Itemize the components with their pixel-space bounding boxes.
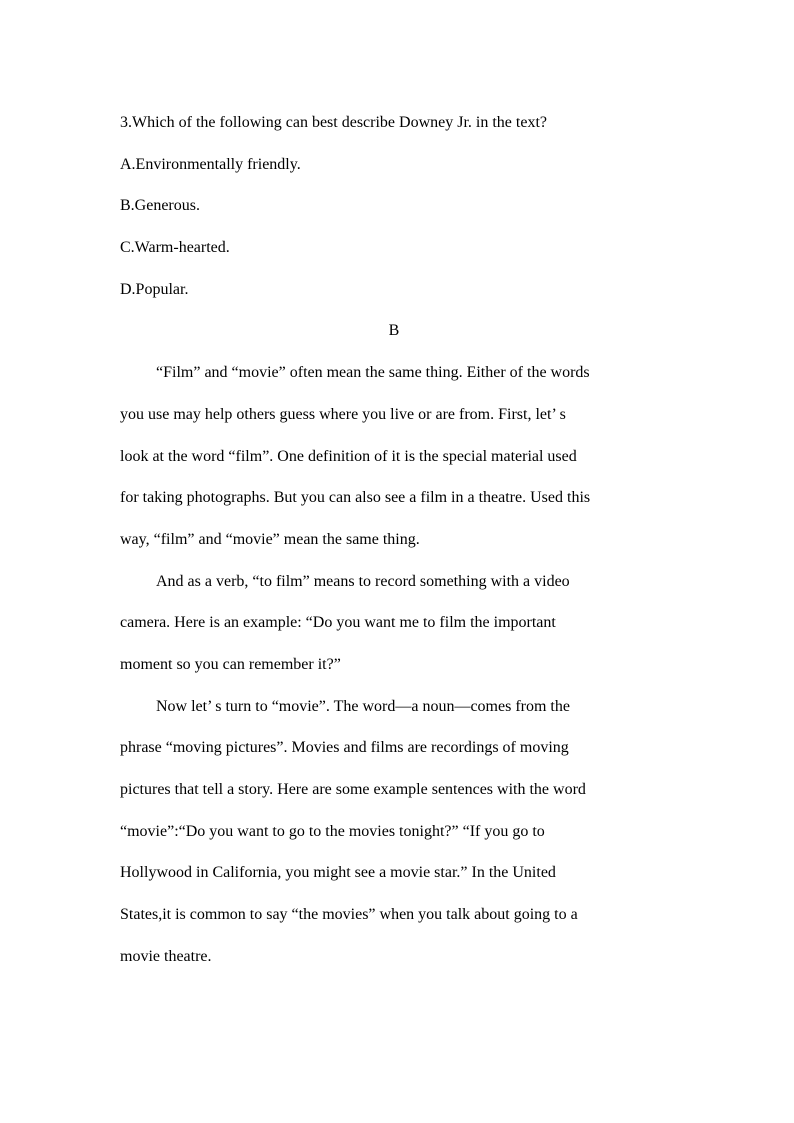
option-d: D.Popular. [120, 280, 189, 298]
passage-line: moment so you can remember it?” [120, 655, 341, 673]
passage-line: “Film” and “movie” often mean the same thing. Either of the words [156, 364, 590, 382]
section-heading: B [388, 322, 400, 340]
passage-line: camera. Here is an example: “Do you want me to film the important [120, 614, 556, 632]
passage-line: And as a verb, “to film” means to record something with a video [156, 572, 570, 590]
passage-line: States,it is common to say “the movies” when you talk about going to a [120, 906, 578, 924]
document-page [120, 102, 668, 977]
passage-line: phrase “moving pictures”. Movies and films are recordings of moving [120, 739, 569, 757]
passage-line: movie theatre. [120, 947, 212, 965]
passage-line: “movie”:“Do you want to go to the movies tonight?” “If you go to [120, 822, 545, 840]
passage-line: for taking photographs. But you can also see a film in a theatre. Used this [120, 489, 591, 507]
option-a: A.Environmentally friendly. [120, 155, 301, 173]
passage-body [120, 352, 668, 977]
question-stem: 3.Which of the following can best describe Downey Jr. in the text? [120, 114, 547, 131]
passage-line: you use may help others guess where you live or are from. First, let’ s [120, 405, 566, 423]
passage-line: pictures that tell a story. Here are some example sentences with the word [120, 781, 586, 798]
passage-line: Now let’ s turn to “movie”. The word—a noun—comes from the [156, 697, 570, 715]
passage-line: way, “film” and “movie” mean the same thing. [120, 530, 420, 548]
option-c: C.Warm-hearted. [120, 239, 230, 257]
option-b: B.Generous. [120, 197, 200, 215]
passage-line: Hollywood in California, you might see a movie star.” In the United [120, 864, 556, 882]
passage-line: look at the word “film”. One definition of it is the special material used [120, 447, 577, 465]
